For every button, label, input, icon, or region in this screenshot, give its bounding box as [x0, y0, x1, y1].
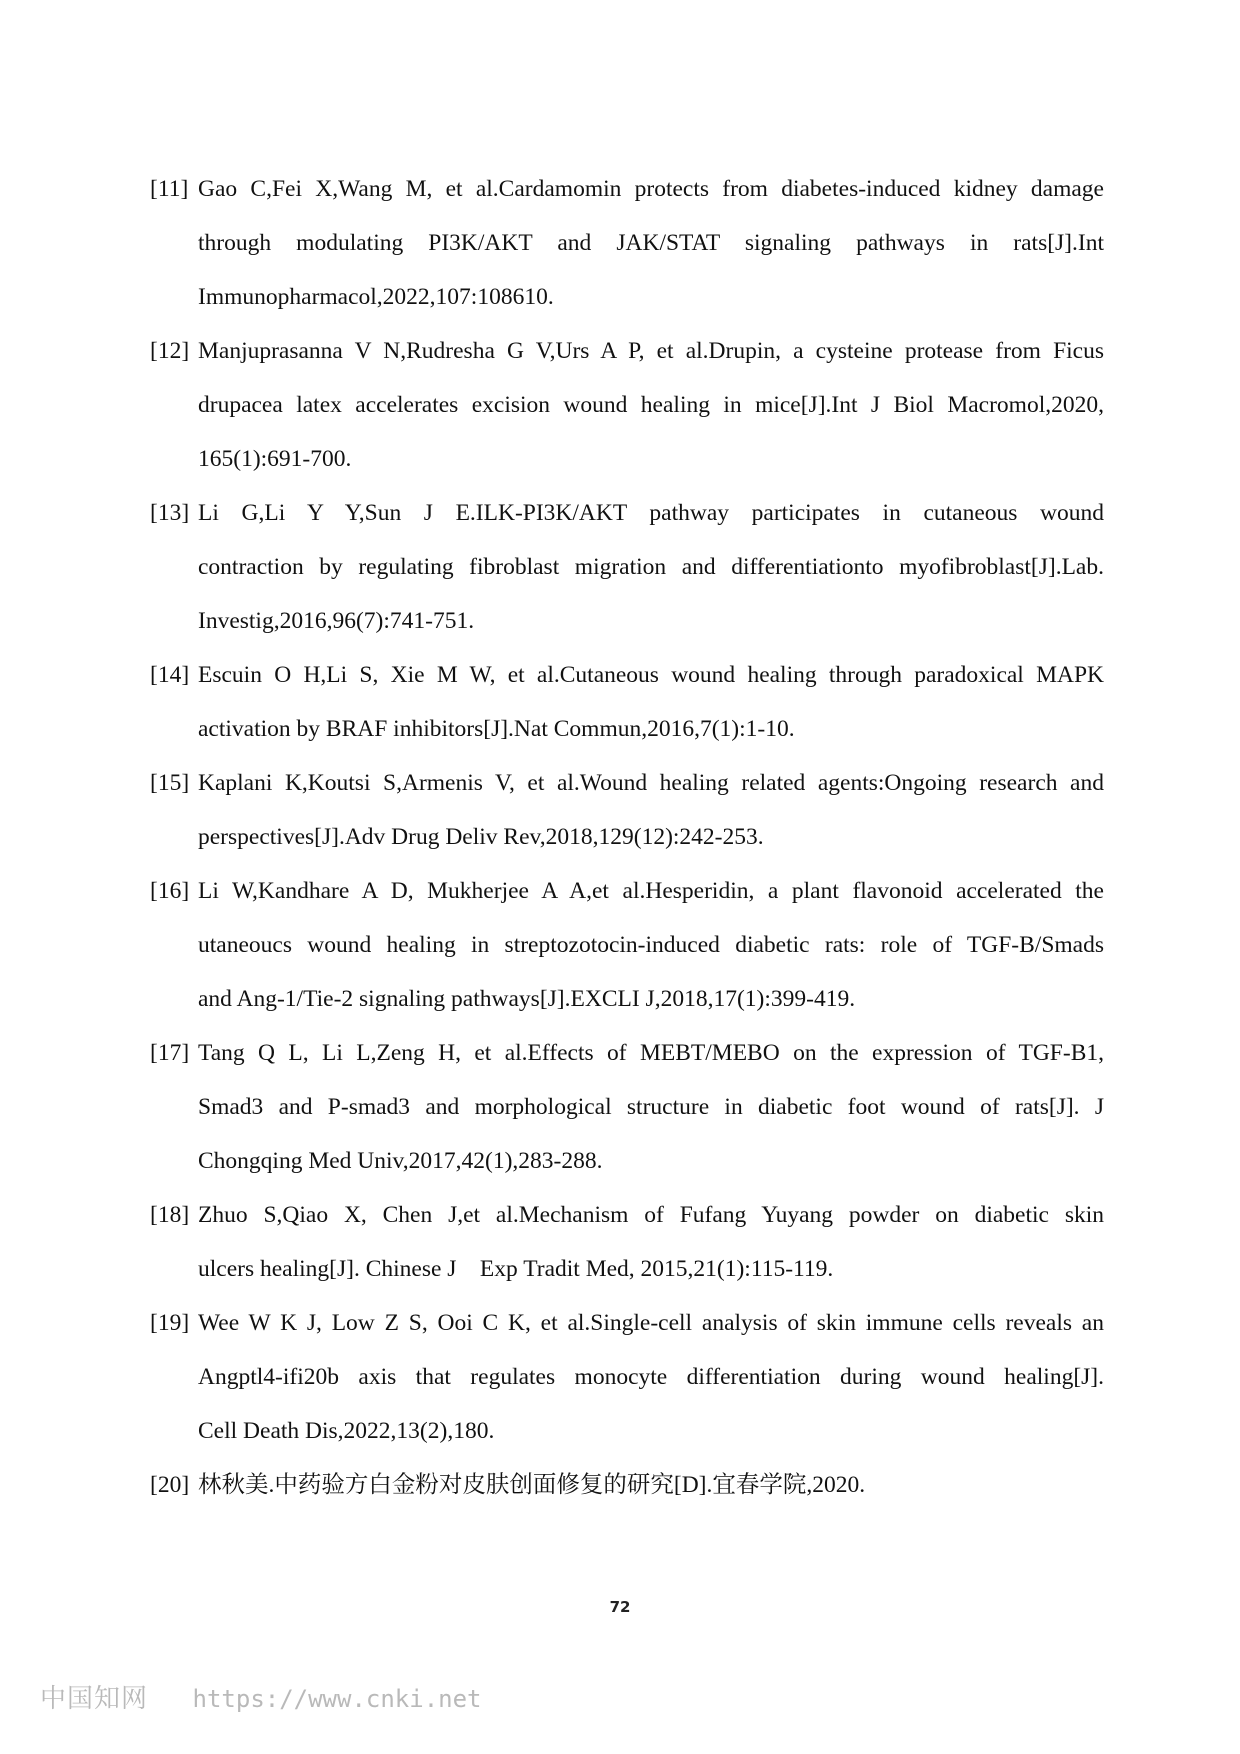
reference-line: Li W,Kandhare A D, Mukherjee A A,et al.Hesperidin, a plant flavonoid accelerated the: [198, 878, 1104, 904]
reference-text: [198, 756, 1104, 864]
reference-entry: [150, 1296, 1104, 1458]
reference-line: Tang Q L, Li L,Zeng H, et al.Effects of MEBT/MEBO on the expression of TGF-B1,: [198, 1040, 1104, 1066]
reference-line: contraction by regulating fibroblast migration and differentiationto myofibroblast[J].Lab.: [198, 554, 1104, 580]
reference-entry: [150, 324, 1104, 486]
reference-number: [20]: [150, 1472, 190, 1498]
reference-line: Chongqing Med Univ,2017,42(1),283-288.: [198, 1148, 603, 1174]
reference-number: [13]: [150, 500, 190, 526]
reference-text: [198, 864, 1104, 1026]
reference-entry: [150, 864, 1104, 1026]
reference-number: [18]: [150, 1202, 190, 1228]
reference-entry: [150, 486, 1104, 648]
reference-line: Kaplani K,Koutsi S,Armenis V, et al.Wound healing related agents:Ongoing research and: [198, 770, 1104, 796]
reference-text: [198, 324, 1104, 486]
reference-line: Investig,2016,96(7):741-751.: [198, 608, 475, 634]
reference-line: Manjuprasanna V N,Rudresha G V,Urs A P, et al.Drupin, a cysteine protease from Ficus: [198, 338, 1104, 364]
reference-line: Wee W K J, Low Z S, Ooi C K, et al.Single-cell analysis of skin immune cells reveals an: [198, 1310, 1104, 1336]
reference-line: utaneoucs wound healing in streptozotocin-induced diabetic rats: role of TGF-B/Smads: [198, 932, 1104, 958]
watermark-url: https://www.cnki.net: [192, 1685, 482, 1713]
reference-number: [14]: [150, 662, 190, 688]
reference-line: Angptl4-ifi20b axis that regulates monocyte differentiation during wound healing[J].: [198, 1364, 1104, 1390]
reference-entry: [150, 756, 1104, 864]
reference-number: [16]: [150, 878, 190, 904]
cnki-watermark: [40, 1678, 482, 1715]
reference-text: [198, 648, 1104, 756]
reference-entry: [150, 1188, 1104, 1296]
reference-number: [17]: [150, 1040, 190, 1066]
reference-line: Cell Death Dis,2022,13(2),180.: [198, 1418, 495, 1444]
reference-line: activation by BRAF inhibitors[J].Nat Commun,2016,7(1):1-10.: [198, 716, 795, 742]
reference-line: and Ang-1/Tie-2 signaling pathways[J].EXCLI J,2018,17(1):399-419.: [198, 986, 856, 1012]
reference-line: perspectives[J].Adv Drug Deliv Rev,2018,129(12):242-253.: [198, 824, 764, 850]
reference-text: [198, 1296, 1104, 1458]
reference-line: Zhuo S,Qiao X, Chen J,et al.Mechanism of Fufang Yuyang powder on diabetic skin: [198, 1202, 1104, 1228]
reference-number: [11]: [150, 176, 189, 202]
reference-line: through modulating PI3K/AKT and JAK/STAT signaling pathways in rats[J].Int: [198, 230, 1104, 256]
reference-text: [198, 1188, 1104, 1296]
reference-list: [150, 162, 1104, 1512]
reference-line: 林秋美.中药验方白金粉对皮肤创面修复的研究[D].宜春学院,2020.: [198, 1472, 866, 1498]
reference-text: [198, 162, 1104, 324]
reference-line: 165(1):691-700.: [198, 446, 352, 472]
reference-line: Escuin O H,Li S, Xie M W, et al.Cutaneous wound healing through paradoxical MAPK: [198, 662, 1104, 688]
reference-line: Smad3 and P-smad3 and morphological structure in diabetic foot wound of rats[J]. J: [198, 1094, 1104, 1120]
reference-text: [198, 1026, 1104, 1188]
reference-line: ulcers healing[J]. Chinese J Exp Tradit Med, 2015,21(1):115-119.: [198, 1256, 834, 1282]
reference-line: Immunopharmacol,2022,107:108610.: [198, 284, 554, 310]
reference-line: Li G,Li Y Y,Sun J E.ILK-PI3K/AKT pathway participates in cutaneous wound: [198, 500, 1104, 526]
reference-text: [198, 1458, 1104, 1512]
reference-number: [12]: [150, 338, 190, 364]
reference-line: drupacea latex accelerates excision wound healing in mice[J].Int J Biol Macromol,2020,: [198, 392, 1104, 418]
reference-entry: [150, 1026, 1104, 1188]
watermark-site-name: 中国知网: [40, 1684, 149, 1714]
page-number: 72: [609, 1598, 631, 1616]
reference-number: [19]: [150, 1310, 190, 1336]
reference-entry: [150, 162, 1104, 324]
reference-entry: [150, 1458, 1104, 1512]
reference-text: [198, 486, 1104, 648]
reference-line: Gao C,Fei X,Wang M, et al.Cardamomin protects from diabetes-induced kidney damage: [198, 176, 1104, 202]
reference-number: [15]: [150, 770, 190, 796]
reference-entry: [150, 648, 1104, 756]
